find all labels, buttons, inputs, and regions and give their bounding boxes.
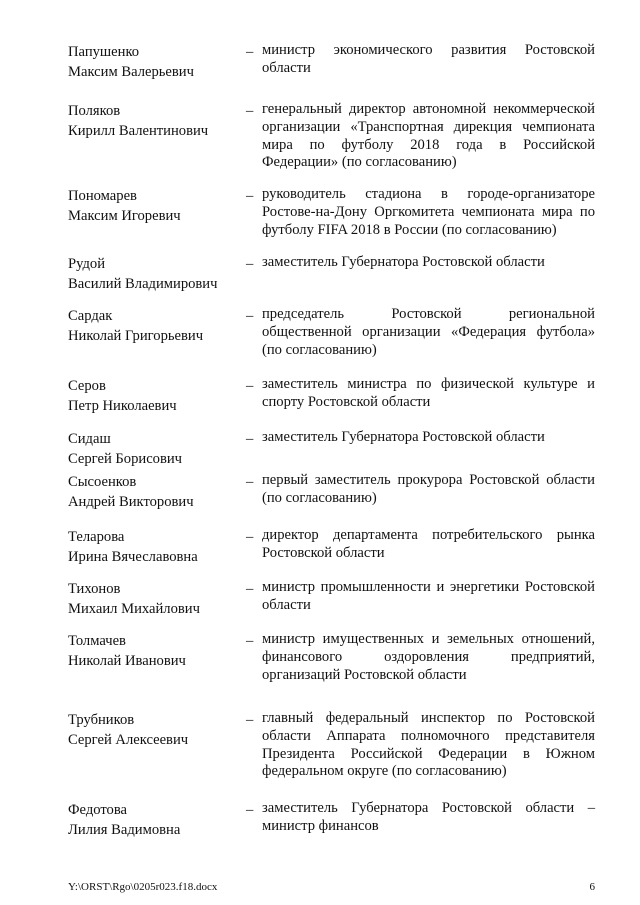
member-surname: Поляков [68,103,121,119]
member-surname: Федотова [68,802,128,818]
member-given-names: Кирилл Валентинович [68,123,209,139]
member-surname: Сысоенков [68,474,137,490]
footer-file-path: Y:\ORST\Rgo\0205r023.f18.docx [68,881,218,893]
member-given-names: Василий Владимирович [68,276,218,292]
member-role: генеральный директор автономной некоммерческой организации «Транспортная дирекция чемпионата мира по футболу 2018 года в Российской Федерации» (по согласованию) [262,101,595,171]
dash-separator: – [246,103,254,119]
dash-separator: – [246,474,254,490]
dash-separator: – [246,581,254,597]
member-role: директор департамента потребительского рынка Ростовской области [262,527,595,561]
member-role: руководитель стадиона в городе-организаторе Ростове-на-Дону Оргкомитета чемпионата мира по футболу FIFA 2018 в России (по согласованию) [262,186,595,238]
member-given-names: Николай Григорьевич [68,328,204,344]
member-name [68,631,233,671]
dash-separator: – [246,378,254,394]
member-role: министр экономического развития Ростовской области [262,42,595,76]
member-surname: Тихонов [68,581,121,597]
member-given-names: Ирина Вячеславовна [68,549,198,565]
member-role: заместитель Губернатора Ростовской области [262,254,545,270]
member-surname: Рудой [68,256,106,272]
member-surname: Пономарев [68,188,137,204]
dash-separator: – [246,802,254,818]
member-given-names: Михаил Михайлович [68,601,200,617]
member-surname: Толмачев [68,633,126,649]
member-role: председатель Ростовской региональной общественной организации «Федерация футбола» (по согласованию) [262,306,595,358]
member-role: заместитель Губернатора Ростовской области [262,429,545,445]
member-role: министр имущественных и земельных отношений, финансового оздоровления предприятий, организаций Ростовской области [262,631,595,683]
dash-separator: – [246,529,254,545]
member-given-names: Сергей Борисович [68,451,183,467]
member-name [68,42,233,82]
member-role: главный федеральный инспектор по Ростовской области Аппарата полномочного представителя Президента Российской Федерации в Южном федеральном округе (по согласованию) [262,710,595,780]
member-name [68,800,233,840]
member-given-names: Лилия Вадимовна [68,822,181,838]
member-given-names: Сергей Алексеевич [68,732,189,748]
dash-separator: – [246,712,254,728]
dash-separator: – [246,188,254,204]
member-surname: Теларова [68,529,125,545]
member-name [68,101,233,141]
member-surname: Папушенко [68,44,140,60]
dash-separator: – [246,431,254,447]
member-role: министр промышленности и энергетики Ростовской области [262,579,595,613]
member-name [68,376,233,416]
page-number: 6 [589,881,595,893]
member-given-names: Максим Игоревич [68,208,181,224]
member-surname: Сардак [68,308,113,324]
member-given-names: Петр Николаевич [68,398,177,414]
dash-separator: – [246,308,254,324]
member-surname: Трубников [68,712,135,728]
member-surname: Серов [68,378,106,394]
member-role: заместитель министра по физической культуре и спорту Ростовской области [262,376,595,410]
member-name [68,579,233,619]
member-given-names: Андрей Викторович [68,494,194,510]
member-given-names: Максим Валерьевич [68,64,194,80]
member-name [68,254,233,294]
member-name [68,186,233,226]
member-name [68,306,233,346]
member-name [68,472,233,512]
member-name [68,710,233,750]
member-name [68,527,233,567]
member-name [68,429,233,469]
dash-separator: – [246,44,254,60]
member-role: заместитель Губернатора Ростовской области – министр финансов [262,800,595,834]
member-surname: Сидаш [68,431,111,447]
member-given-names: Николай Иванович [68,653,186,669]
member-role: первый заместитель прокурора Ростовской области (по согласованию) [262,472,595,506]
dash-separator: – [246,256,254,272]
dash-separator: – [246,633,254,649]
